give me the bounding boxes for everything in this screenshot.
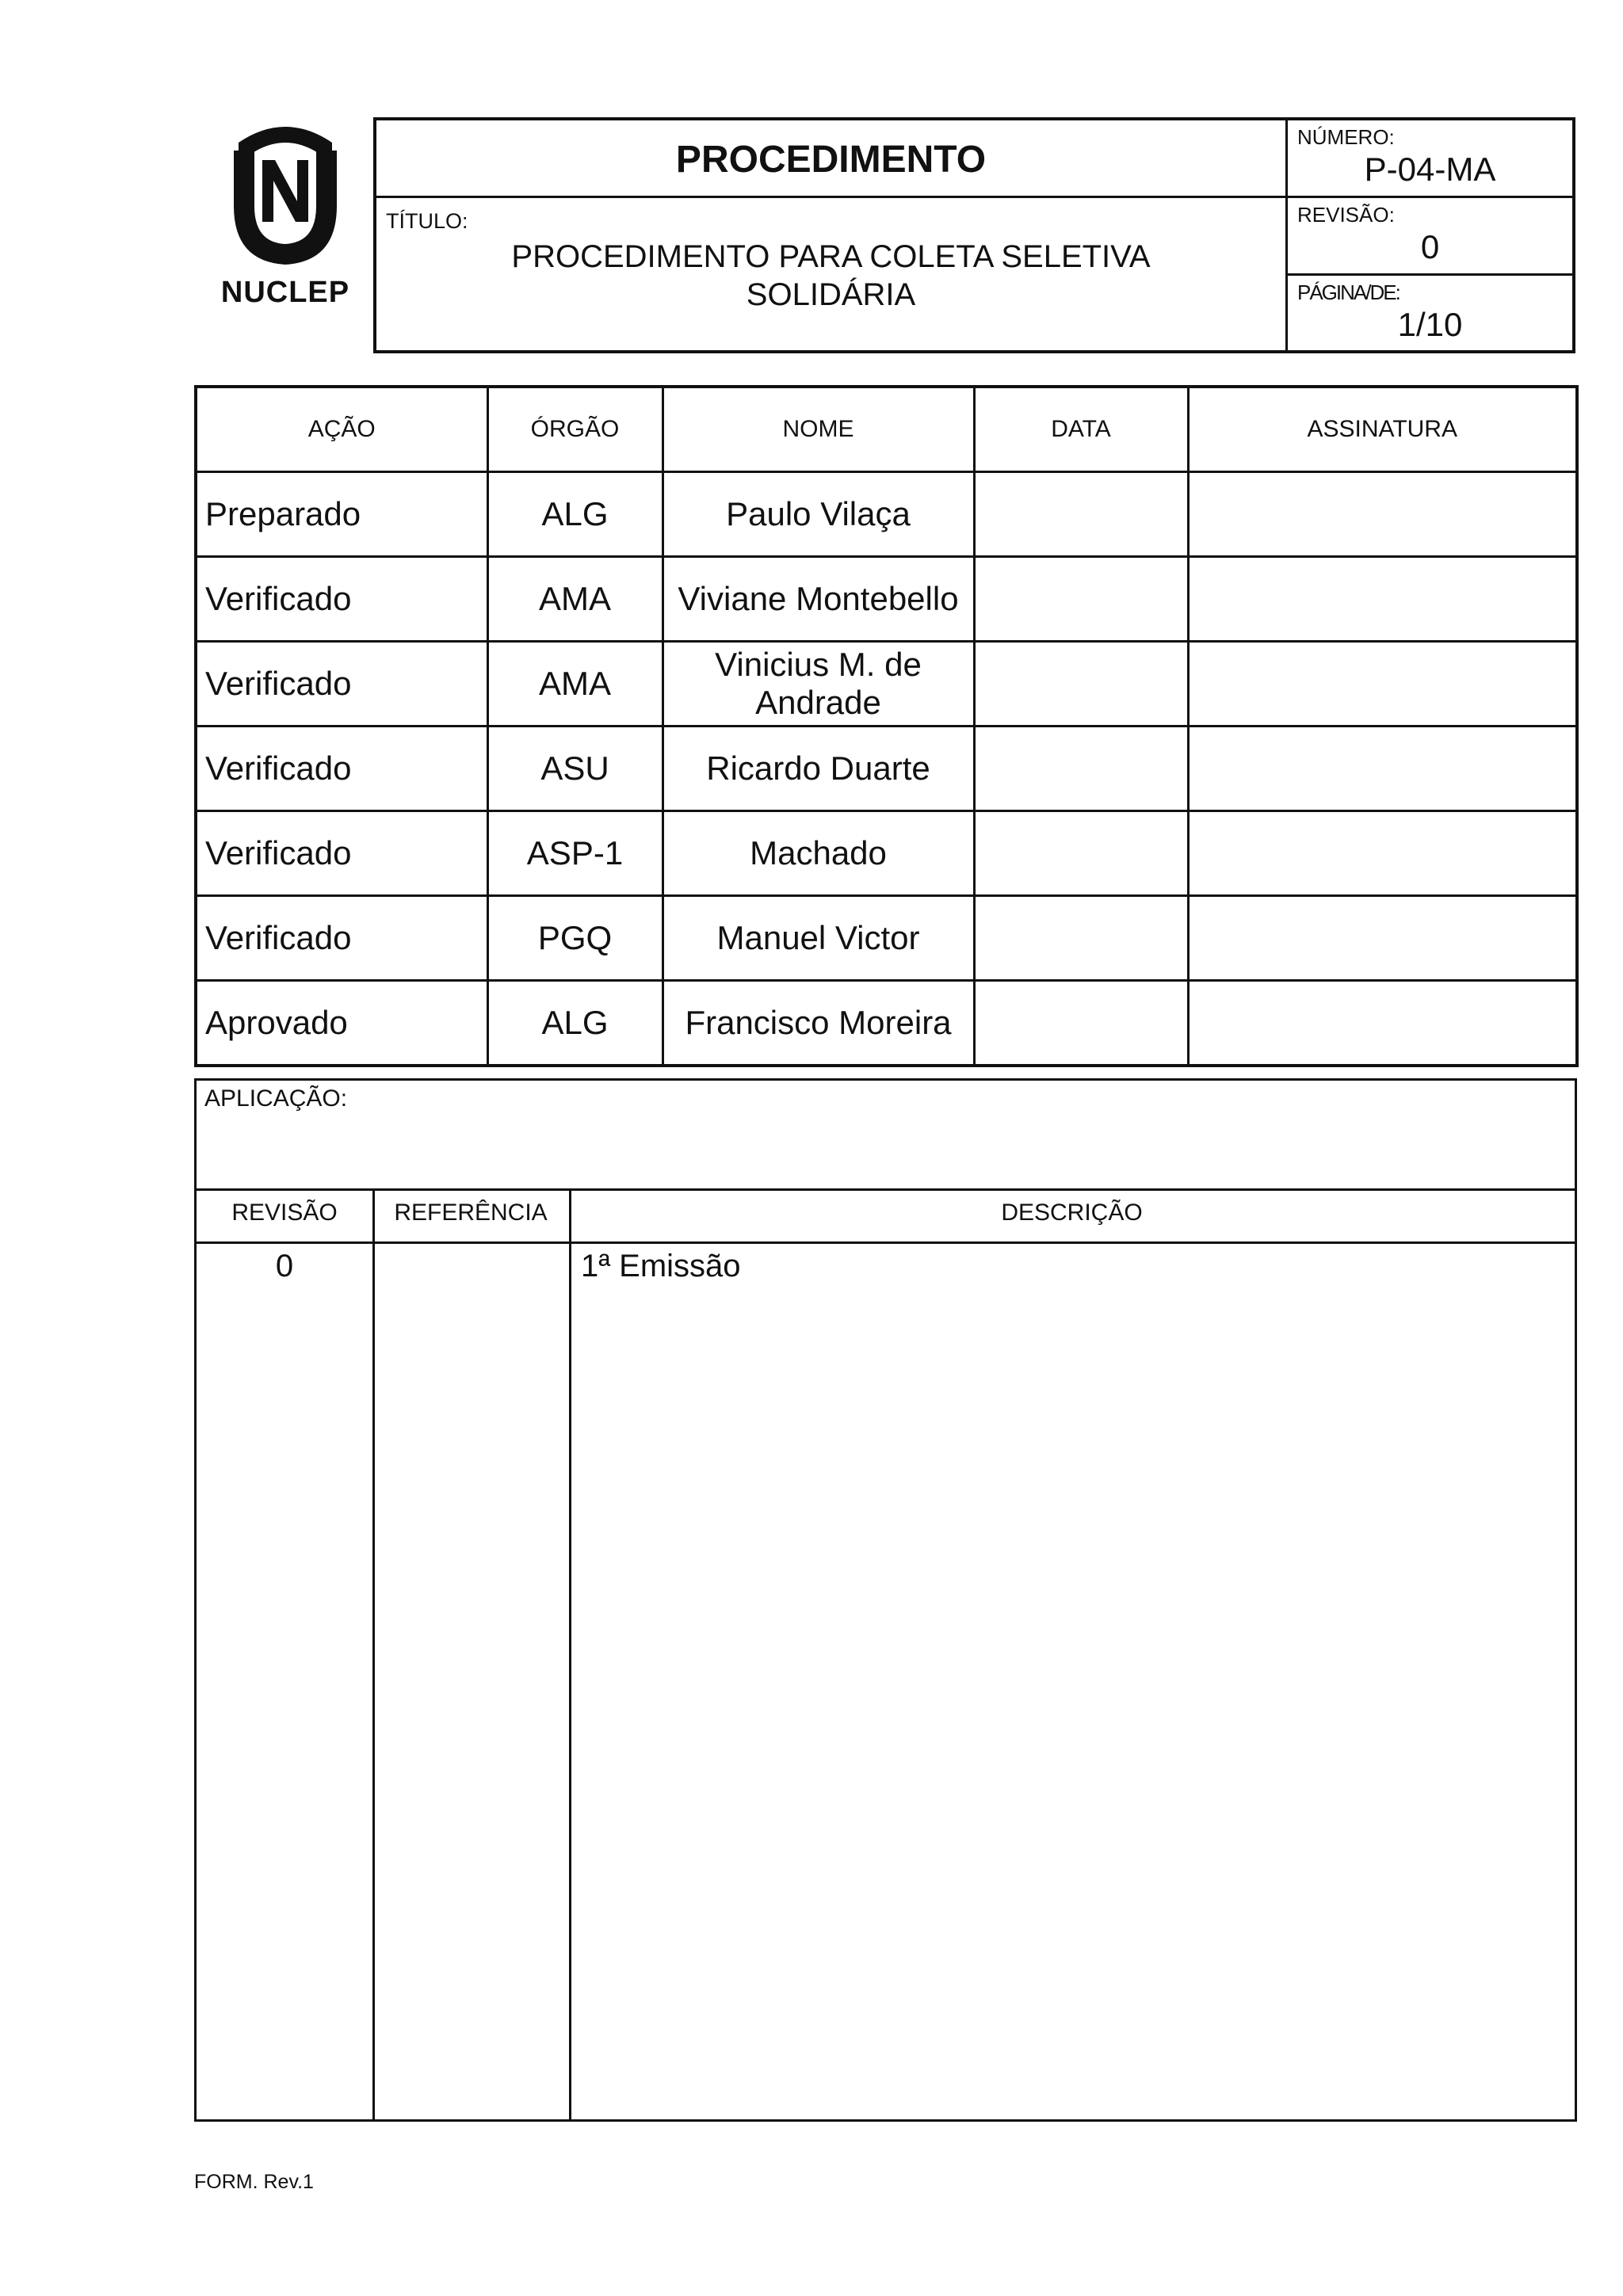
nuclep-emblem-icon [227, 119, 343, 269]
date-cell [974, 981, 1188, 1066]
action-cell: Aprovado [196, 981, 487, 1066]
header-descricao: DESCRIÇÃO [1001, 1199, 1143, 1226]
revision-label: REVISÃO: [1297, 203, 1395, 227]
number-value: P-04-MA [1364, 151, 1496, 188]
number-cell [1288, 120, 1572, 198]
subject-text [376, 238, 1285, 314]
page-value: 1/10 [1397, 306, 1463, 343]
signature-cell [1188, 811, 1577, 896]
approvals-table [194, 385, 1579, 1067]
nuclep-logo [210, 119, 361, 317]
subject-line-2: SOLIDÁRIA [746, 277, 916, 312]
table-row [196, 981, 1577, 1066]
header-title-cell [376, 120, 1288, 198]
department-cell: ASP-1 [487, 811, 663, 896]
signature-cell [1188, 727, 1577, 811]
header-acao: AÇÃO [196, 387, 487, 472]
column-divider [569, 1188, 571, 2119]
action-cell: Verificado [196, 727, 487, 811]
column-divider [372, 1188, 375, 2119]
department-cell: AMA [487, 557, 663, 642]
document-type-title: PROCEDIMENTO [675, 139, 987, 181]
date-cell [974, 811, 1188, 896]
signature-cell [1188, 472, 1577, 557]
date-cell [974, 896, 1188, 981]
approvals-header-row [196, 387, 1577, 472]
table-row [196, 642, 1577, 727]
action-cell: Verificado [196, 642, 487, 727]
department-cell: ALG [487, 981, 663, 1066]
date-cell [974, 727, 1188, 811]
date-cell [974, 557, 1188, 642]
name-cell: Machado [663, 811, 974, 896]
header-referencia: REFERÊNCIA [394, 1199, 548, 1226]
table-row [196, 727, 1577, 811]
action-cell: Verificado [196, 811, 487, 896]
name-cell: Ricardo Duarte [663, 727, 974, 811]
revision-description: 1ª Emissão [581, 1249, 741, 1283]
name-cell: Viviane Montebello [663, 557, 974, 642]
table-row [196, 811, 1577, 896]
application-block [194, 1078, 1577, 2122]
table-row [196, 896, 1577, 981]
subject-line-1: PROCEDIMENTO PARA COLETA SELETIVA [511, 239, 1151, 274]
action-cell: Preparado [196, 472, 487, 557]
signature-cell [1188, 557, 1577, 642]
page-cell [1288, 276, 1572, 353]
signature-cell [1188, 896, 1577, 981]
table-row [196, 557, 1577, 642]
action-cell: Verificado [196, 557, 487, 642]
number-label: NÚMERO: [1297, 125, 1395, 149]
document-header [373, 117, 1575, 353]
header-revisao: REVISÃO [231, 1199, 338, 1226]
header-data: DATA [974, 387, 1188, 472]
logo-wordmark: NUCLEP [220, 276, 350, 309]
table-row [196, 472, 1577, 557]
header-assinatura: ASSINATURA [1188, 387, 1577, 472]
form-revision-footer: FORM. Rev.1 [194, 2171, 314, 2193]
department-cell: ASU [487, 727, 663, 811]
signature-cell [1188, 981, 1577, 1066]
name-cell: Paulo Vilaça [663, 472, 974, 557]
header-orgao: ÓRGÃO [487, 387, 663, 472]
name-cell: Francisco Moreira [663, 981, 974, 1066]
department-cell: AMA [487, 642, 663, 727]
action-cell: Verificado [196, 896, 487, 981]
header-subject-cell [376, 198, 1288, 353]
name-cell: Manuel Victor [663, 896, 974, 981]
page-label: PÁGINA/DE: [1297, 280, 1400, 304]
signature-cell [1188, 642, 1577, 727]
header-nome: NOME [663, 387, 974, 472]
department-cell: ALG [487, 472, 663, 557]
date-cell [974, 642, 1188, 727]
date-cell [974, 472, 1188, 557]
revision-value: 0 [1420, 228, 1440, 265]
revision-cell [1288, 198, 1572, 276]
name-cell: Vinicius M. de Andrade [663, 642, 974, 727]
application-label: APLICAÇÃO: [204, 1085, 348, 1112]
revision-number: 0 [275, 1249, 294, 1283]
department-cell: PGQ [487, 896, 663, 981]
subject-label: TÍTULO: [386, 209, 468, 233]
